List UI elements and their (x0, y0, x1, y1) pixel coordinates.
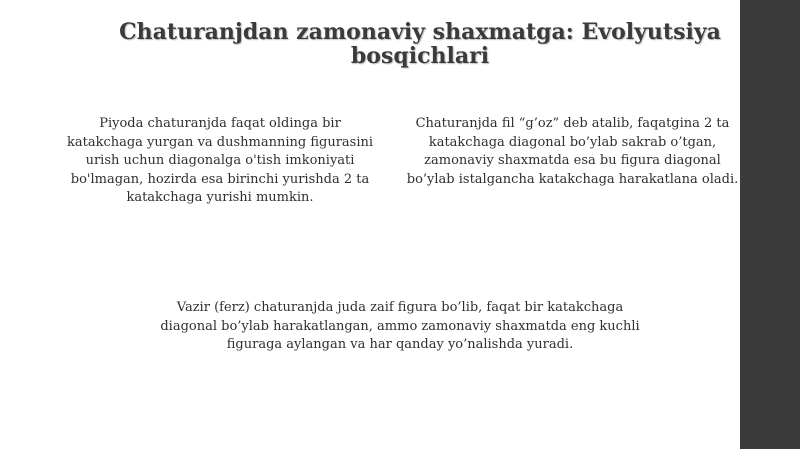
paragraph-queen: Vazir (ferz) chaturanjda juda zaif figura bo’lib, faqat bir katakchaga diagonal bo’ylab harakatlangan, ammo zamonaviy shaxmatda eng kuchli figuraga aylangan va har qanday yo’nalishda yuradi. (160, 300, 640, 352)
paragraph-pawn: Piyoda chaturanjda faqat oldinga bir katakchaga yurgan va dushmanning figurasini urish uchun diagonalga o'tish imkoniyati bo'lmagan, hozirda esa birinchi yurishda 2 ta katakchaga yurishi mumkin. (66, 116, 374, 205)
slide-title: Chaturanjdan zamonaviy shaxmatga: Evolyutsiya bosqichlari (119, 19, 721, 69)
paragraph-bishop: Chaturanjda fil “g’oz” deb atalib, faqatgina 2 ta katakchaga diagonal bo’ylab sakrab o’tgan, zamonaviy shaxmatda esa bu figura diagonal bo’ylab istalgancha katakchaga harakatlana oladi. (406, 116, 739, 187)
slide-side-bar (740, 0, 800, 449)
